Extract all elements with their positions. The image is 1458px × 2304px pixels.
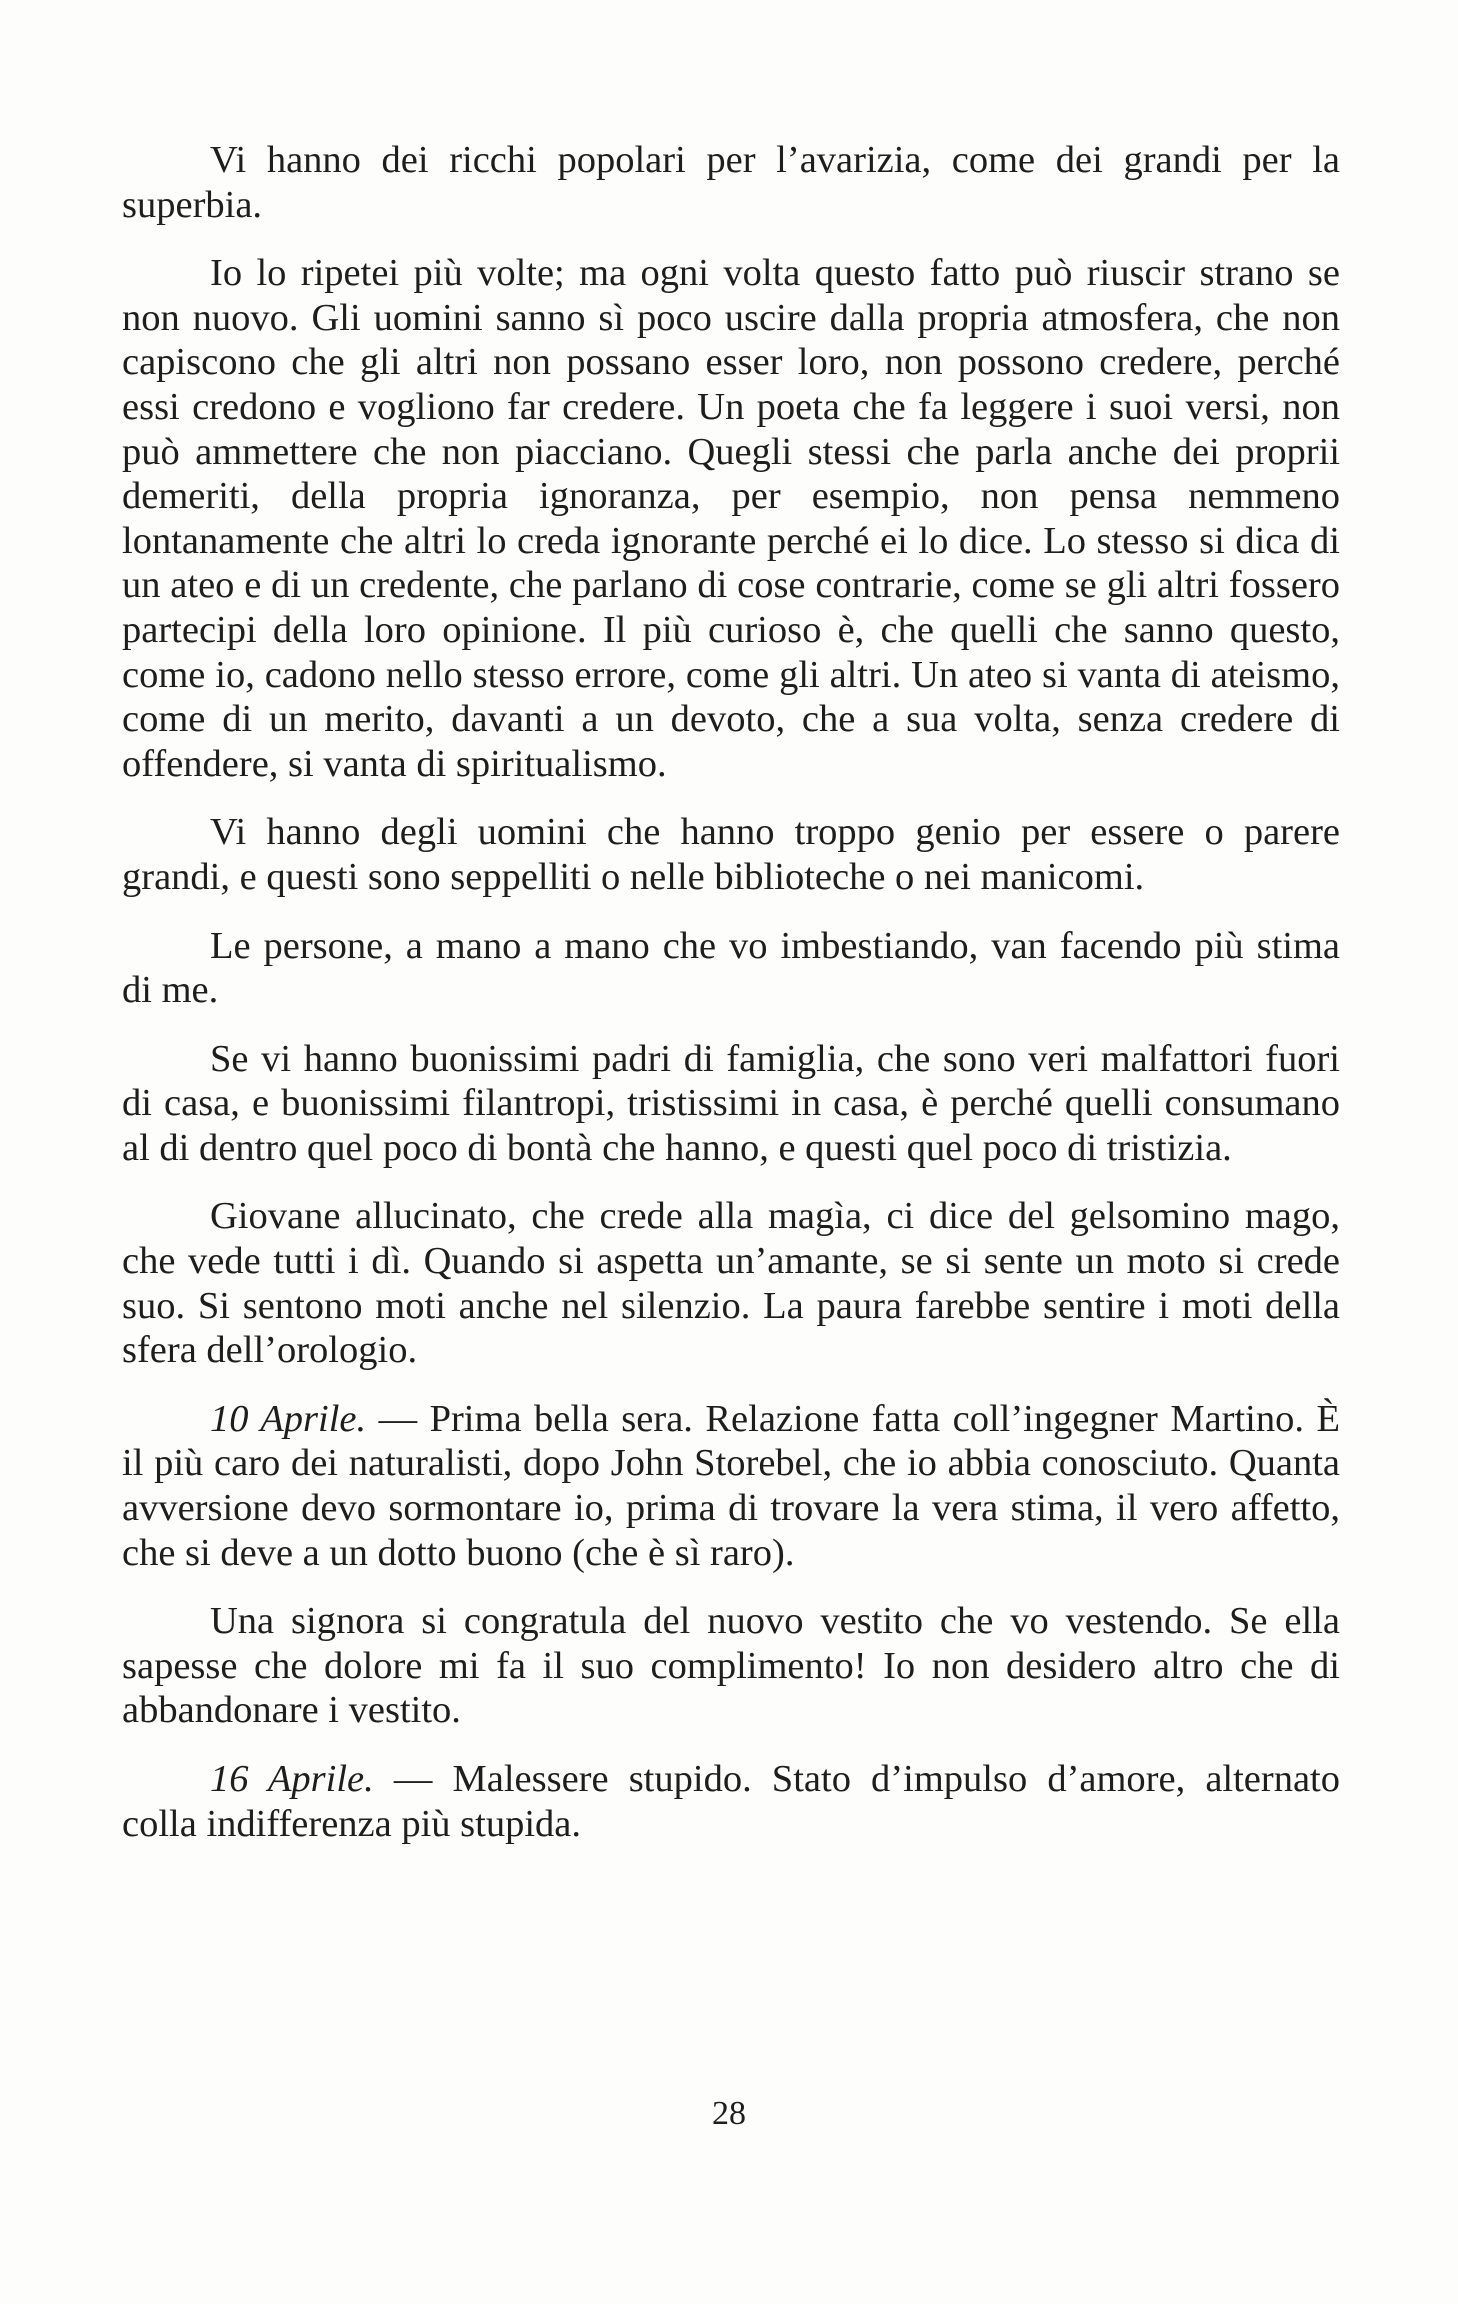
paragraph-text: Una signora si congratula del nuovo vestito che vo vestendo. Se ella sapesse che dolore mi fa il suo complimento! Io non desidero altro che di abbandonare i vestito. <box>122 1600 1340 1732</box>
paragraph-text: Se vi hanno buonissimi padri di famiglia, che sono veri malfattori fuori di casa, e buonissimi filantropi, tristissimi in casa, è perché quelli consumano al di dentro quel poco di bontà che hanno, e questi quel poco di tristizia. <box>122 1037 1340 1169</box>
paragraph-4 <box>122 924 1340 1013</box>
paragraph-text: — Prima bella sera. Relazione fatta coll’ingegner Martino. È il più caro dei naturalisti, dopo John Storebel, che io abbia conosciuto. Quanta avversione devo sormontare io, prima di trovare la vera stima, il vero affetto, che si deve a un dotto buono (che è sì raro). <box>122 1397 1340 1574</box>
paragraph-6 <box>122 1194 1340 1372</box>
paragraph-text: Giovane allucinato, che crede alla magìa, ci dice del gelsomino mago, che vede tutti i dì. Quando si aspetta un’amante, se si sente un moto si crede suo. Si sentono moti anche nel silenzio. La paura farebbe sentire i moti della sfera dell’orologio. <box>122 1195 1340 1372</box>
diary-entry-10-aprile <box>122 1397 1340 1575</box>
paragraph-text: Vi hanno dei ricchi popolari per l’avarizia, come dei grandi per la superbia. <box>122 139 1340 226</box>
paragraph-8 <box>122 1599 1340 1733</box>
entry-date: 16 Aprile. <box>210 1758 374 1800</box>
paragraph-3 <box>122 810 1340 899</box>
entry-date: 10 Aprile. <box>210 1397 367 1440</box>
paragraph-5 <box>122 1037 1340 1171</box>
body-text <box>122 138 1340 1846</box>
paragraph-2 <box>122 251 1340 786</box>
paragraph-text: Le persone, a mano a mano che vo imbestiando, van facendo più stima di me. <box>122 924 1340 1012</box>
paragraph-text: Vi hanno degli uomini che hanno troppo genio per essere o parere grandi, e questi sono seppelliti o nelle biblioteche o nei manicomi. <box>122 811 1340 898</box>
paragraph-1 <box>122 138 1340 227</box>
diary-entry-16-aprile <box>122 1757 1340 1846</box>
paragraph-text: Io lo ripetei più volte; ma ogni volta questo fatto può riuscir strano se non nuovo. Gli uomini sanno sì poco uscire dalla propria atmosfera, che non capiscono che gli altri non possano esser loro, non possono credere, perché essi credono e vogliono far credere. Un poeta che fa leggere i suoi versi, non può ammettere che non piacciano. Quegli stessi che parla anche dei proprii demeriti, della propria ignoranza, per esempio, non pensa nemmeno lontanamente che altri lo creda ignorante perché ei lo dice. Lo stesso si dica di un ateo e di un credente, che parlano di cose contrarie, come se gli altri fossero partecipi della loro opinione. Il più curioso è, che quelli che sanno questo, come io, cadono nello stesso errore, come gli altri. Un ateo si vanta di ateismo, come di un merito, davanti a un devoto, che a sua volta, senza credere di offendere, si vanta di spiritualismo. <box>122 252 1340 785</box>
page-number: 28 <box>712 2095 746 2132</box>
paragraph-text: — Malessere stupido. Stato d’impulso d’amore, alternato colla indifferenza più stupida. <box>122 1758 1340 1845</box>
